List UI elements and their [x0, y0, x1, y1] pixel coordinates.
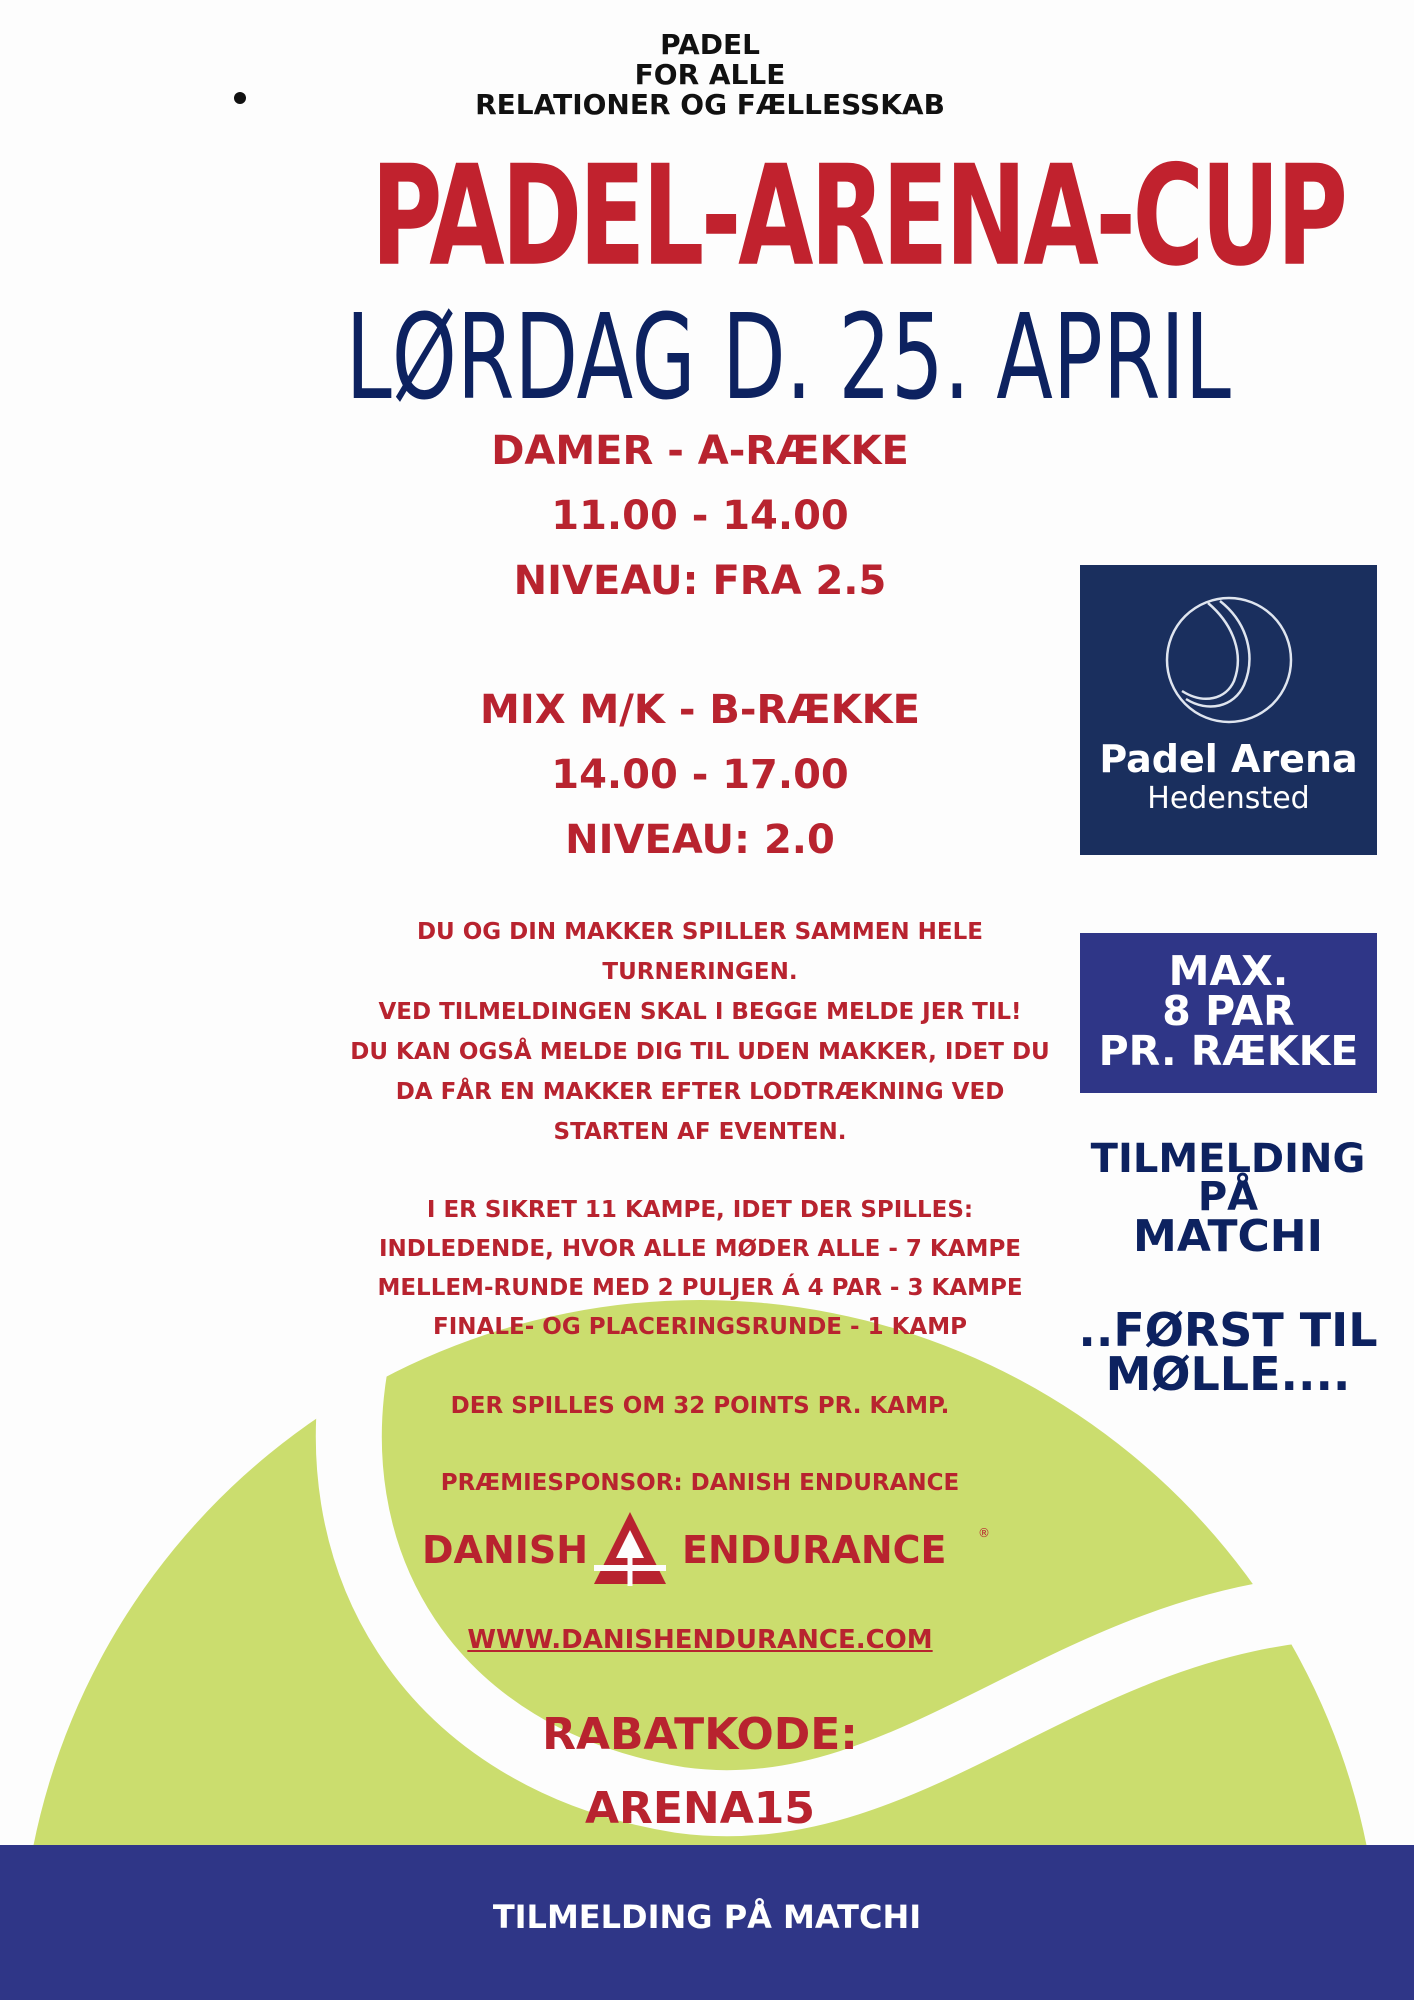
max-pairs-box [1080, 933, 1377, 1093]
mix-time: 14.00 - 17.00 [551, 752, 849, 798]
discount-code: ARENA15 [584, 1783, 816, 1834]
tagline-line-3: RELATIONER OG FÆLLESSKAB [475, 88, 945, 121]
damer-time: 11.00 - 14.00 [551, 493, 849, 539]
side-registration-line-3: MATCHI [1133, 1211, 1323, 1262]
side-registration-line-1: TILMELDING [1090, 1136, 1366, 1182]
info-line: TURNERINGEN. [602, 959, 798, 985]
sponsor-url-link[interactable]: WWW.DANISHENDURANCE.COM [467, 1625, 933, 1655]
info-line: DU OG DIN MAKKER SPILLER SAMMEN HELE [416, 919, 984, 945]
damer-level: NIVEAU: FRA 2.5 [513, 558, 887, 604]
danish-endurance-logo [420, 1510, 995, 1590]
max-line-3: PR. RÆKKE [1098, 1027, 1359, 1075]
match-line: I ER SIKRET 11 KAMPE, IDET DER SPILLES: [426, 1197, 974, 1223]
side-registration-line-2: PÅ [1197, 1174, 1259, 1220]
padel-ball-icon [1164, 595, 1294, 725]
max-line-2: 8 PAR [1162, 987, 1295, 1035]
first-come-line-1: ..FØRST TIL [1078, 1303, 1378, 1357]
tagline-line-1: PADEL [660, 28, 760, 61]
logo-subtitle: Hedensted [1147, 781, 1310, 816]
damer-heading: DAMER - A-RÆKKE [491, 428, 909, 474]
logo-name: Padel Arena [1099, 737, 1358, 781]
logo-word-left: DANISH [422, 1528, 589, 1572]
match-line: INDLEDENDE, HVOR ALLE MØDER ALLE - 7 KAMPE [378, 1236, 1022, 1262]
registered-mark: ® [978, 1526, 990, 1540]
match-line: MELLEM-RUNDE MED 2 PULJER Á 4 PAR - 3 KAMPE [377, 1275, 1023, 1301]
sponsor-label: PRÆMIESPONSOR: DANISH ENDURANCE [440, 1470, 960, 1496]
event-date: LØRDAG D. 25. APRIL [345, 288, 1231, 426]
info-line: DU KAN OGSÅ MELDE DIG TIL UDEN MAKKER, IDET DU [350, 1039, 1050, 1065]
max-line-1: MAX. [1168, 947, 1289, 995]
tagline-line-2: FOR ALLE [634, 58, 786, 91]
points-text: DER SPILLES OM 32 POINTS PR. KAMP. [450, 1393, 950, 1419]
match-line: FINALE- OG PLACERINGSRUNDE - 1 KAMP [433, 1314, 967, 1340]
mix-level: NIVEAU: 2.0 [565, 817, 835, 863]
padel-arena-logo [1080, 565, 1377, 855]
info-line: STARTEN AF EVENTEN. [553, 1119, 847, 1145]
mix-heading: MIX M/K - B-RÆKKE [480, 687, 920, 733]
footer-registration-text: TILMELDING PÅ MATCHI [492, 1898, 922, 1936]
event-title: PADEL-ARENA-CUP [371, 135, 1345, 298]
info-line: VED TILMELDINGEN SKAL I BEGGE MELDE JER TIL! [378, 999, 1022, 1025]
logo-word-right: ENDURANCE [682, 1528, 947, 1572]
first-come-line-2: MØLLE.... [1105, 1347, 1351, 1401]
info-line: DA FÅR EN MAKKER EFTER LODTRÆKNING VED [395, 1079, 1005, 1105]
footer-bar [0, 1845, 1414, 2000]
triangle-logo-icon [592, 1510, 668, 1586]
discount-label: RABATKODE: [542, 1709, 858, 1760]
